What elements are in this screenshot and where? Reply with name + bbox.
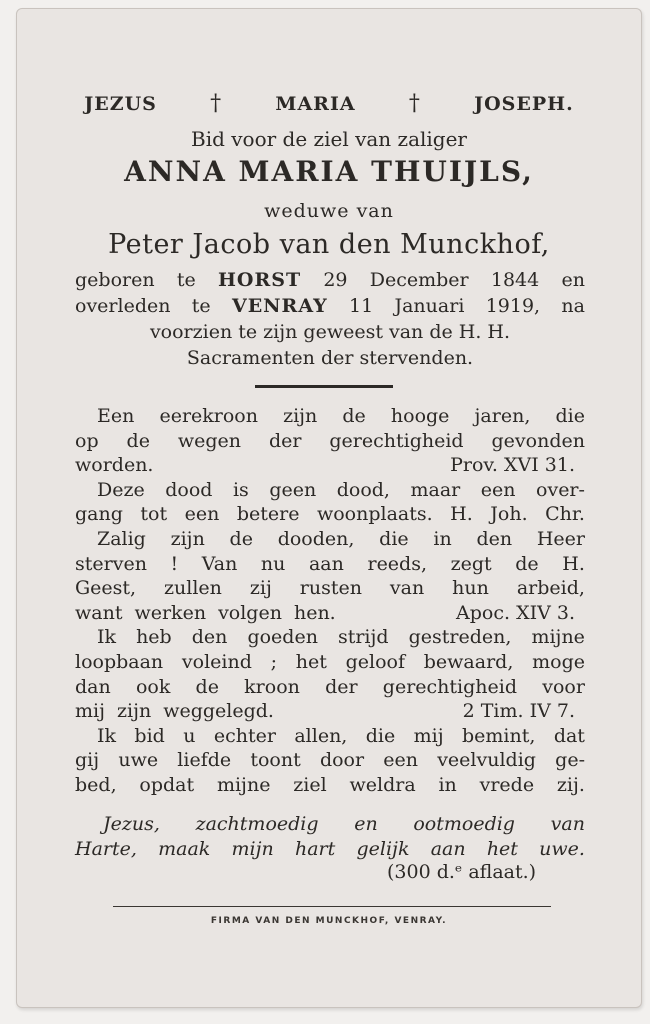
word: uwe [118, 749, 159, 772]
verse-line [75, 527, 585, 552]
word: zullen [164, 577, 222, 600]
verse-line [75, 404, 585, 429]
word: Heer [536, 527, 585, 550]
word: hooge [390, 405, 450, 427]
word: 11 [349, 295, 374, 317]
verse-line [75, 724, 585, 749]
bio-birth-line [75, 267, 585, 293]
word: geboren [75, 269, 155, 291]
word: nu [260, 552, 286, 575]
word: die [379, 527, 409, 550]
word: loopbaan [75, 650, 164, 673]
verse-line [75, 773, 585, 798]
word: aan [430, 838, 466, 860]
word: gerechtigheid [382, 675, 518, 698]
word: te [176, 269, 196, 291]
indulgence-note: (300 d.ᵉ aflaat.) [387, 861, 537, 883]
printer-credit: FIRMA VAN DEN MUNCKHOF, VENRAY. [210, 916, 448, 926]
verse-line [75, 625, 585, 650]
word: over- [536, 478, 585, 501]
verse-line [75, 453, 585, 478]
word: rusten [299, 577, 362, 600]
word: VENRAY [231, 295, 328, 317]
word: heb [136, 626, 172, 649]
word: vrede [479, 773, 535, 796]
word: der [268, 429, 302, 452]
verse-line [75, 601, 585, 626]
word: moge [532, 650, 585, 673]
word: bid [134, 724, 165, 747]
word: zij [249, 577, 272, 600]
word: H. [562, 552, 585, 575]
verse-line [75, 478, 585, 503]
verse-line [75, 699, 585, 724]
word: tot [140, 503, 168, 526]
prayer-line [75, 837, 585, 862]
word: Joh. [490, 503, 528, 526]
word: na [561, 295, 585, 317]
word: ziel [293, 773, 327, 796]
word: een [480, 478, 516, 501]
word: H. [450, 503, 473, 526]
word: overleden [75, 295, 171, 317]
word: weggelegd. [163, 700, 274, 723]
word: aan [308, 552, 344, 575]
word: allen, [294, 724, 348, 747]
closing-prayer [75, 812, 585, 862]
word: jaren, [474, 405, 531, 427]
cross-icon: † [408, 91, 421, 116]
word: het [295, 650, 327, 673]
word: volgen [218, 601, 282, 624]
scripture-reference: Prov. XVI 31. [450, 454, 575, 477]
word: zijn [170, 527, 205, 550]
verse-line [75, 675, 585, 700]
word: mijne [531, 626, 585, 649]
word: op [75, 429, 99, 452]
bio-death-line [75, 293, 585, 319]
word: ; [270, 650, 278, 673]
word: bewaard, [423, 650, 514, 673]
word: ook [135, 675, 171, 698]
invocation-header [17, 91, 641, 116]
pray-line: Bid voor de ziel van zaliger [191, 127, 467, 151]
word: Geest, [75, 577, 137, 600]
word: is [232, 478, 249, 501]
word: maak [158, 838, 211, 860]
word: de [342, 405, 366, 427]
word: van [389, 577, 425, 600]
word: sterven [75, 552, 147, 575]
word: de [229, 527, 253, 550]
word: mijne [216, 773, 271, 796]
word: HORST [217, 269, 302, 291]
scripture-reference: 2 Tim. IV 7. [462, 700, 575, 723]
word: Een [97, 405, 135, 427]
scripture-reference: Apoc. XIV 3. [456, 601, 575, 624]
word: dood [165, 478, 213, 501]
word: December [369, 269, 469, 291]
prayer-line [75, 812, 585, 837]
word: worden. [75, 454, 154, 477]
word: gestreden, [408, 626, 512, 649]
word: de [126, 429, 150, 452]
word: zijn [283, 405, 318, 427]
word: Van [201, 552, 238, 575]
word: toont [250, 749, 301, 772]
word: Ik [97, 724, 117, 747]
word: liefde [177, 749, 232, 772]
word: en [354, 813, 378, 835]
word: kroon [244, 675, 300, 698]
word: dan [75, 675, 111, 698]
invocation-joseph: JOSEPH. [474, 93, 574, 115]
word: mijn [231, 838, 274, 860]
word: veelvuldig [437, 749, 536, 772]
divider-rule [255, 385, 393, 388]
word: dood, [336, 478, 390, 501]
word: Jezus, [103, 813, 160, 835]
word: gang [75, 503, 123, 526]
word: voor [542, 675, 585, 698]
word: de [195, 675, 219, 698]
word: betere [236, 503, 300, 526]
word: die [555, 405, 585, 427]
word: geloof [345, 650, 406, 673]
word: dat [553, 724, 585, 747]
word: den [191, 626, 228, 649]
word: zijn [116, 700, 152, 723]
word: der [325, 675, 358, 698]
verse-line [75, 502, 585, 527]
word: zegt [450, 552, 492, 575]
word: een [383, 749, 418, 772]
word: werken [134, 601, 207, 624]
word: zij. [556, 773, 585, 796]
husband-name: Peter Jacob van den Munckhof, [108, 229, 550, 260]
word: bed, [75, 773, 117, 796]
word: door [319, 749, 365, 772]
word: die [365, 724, 396, 747]
word: hun [452, 577, 489, 600]
memorial-card [16, 8, 642, 1008]
word: echter [213, 724, 276, 747]
word: van [550, 813, 585, 835]
footer-rule [113, 906, 551, 907]
word: dooden, [277, 527, 355, 550]
word: Deze [97, 478, 145, 501]
word: woonplaats. [316, 503, 433, 526]
word: 1844 [490, 269, 540, 291]
word: te [191, 295, 211, 317]
cross-icon: † [210, 91, 223, 116]
word: zachtmoedig [195, 813, 319, 835]
word: het [486, 838, 518, 860]
invocation-maria: MARIA [275, 93, 356, 115]
word: een [184, 503, 220, 526]
word: gelijk [356, 838, 410, 860]
verse-line [75, 552, 585, 577]
verse-line [75, 748, 585, 773]
word: gij [75, 749, 100, 772]
word: gevonden [491, 429, 585, 452]
word: Harte, [75, 838, 137, 860]
widow-of-line: weduwe van [264, 200, 394, 222]
word: maar [410, 478, 461, 501]
word: Chr. [545, 503, 585, 526]
word: eerekroon [159, 405, 258, 427]
word: geen [269, 478, 317, 501]
word: gerechtigheid [329, 429, 464, 452]
verse-line [75, 429, 585, 454]
word: goeden [247, 626, 318, 649]
word: ! [170, 552, 179, 575]
word: want [75, 601, 123, 624]
word: uwe. [539, 838, 585, 860]
word: 29 [323, 269, 348, 291]
word: mij [413, 724, 444, 747]
word: bemint, [462, 724, 536, 747]
word: in [433, 527, 452, 550]
word: mij [75, 700, 105, 723]
bio-sacraments-line: voorzien te zijn geweest van de H. H. [149, 321, 511, 343]
word: arbeid, [516, 577, 585, 600]
invocation-jezus: JEZUS [84, 93, 157, 115]
word: ge- [555, 749, 585, 772]
bio-sacraments-line-2: Sacramenten der stervenden. [186, 347, 474, 369]
word: Januari [394, 295, 465, 317]
verse-line [75, 576, 585, 601]
word: strijd [337, 626, 389, 649]
word: hart [294, 838, 336, 860]
word: Ik [97, 626, 117, 649]
word: Zalig [97, 527, 146, 550]
word: 1919, [485, 295, 541, 317]
verse-line [75, 650, 585, 675]
deceased-name: ANNA MARIA THUIJLS, [124, 155, 534, 188]
word: wegen [177, 429, 242, 452]
word: in [438, 773, 457, 796]
word: reeds, [367, 552, 428, 575]
scripture-verses [75, 404, 585, 798]
word: u [183, 724, 196, 747]
word: en [561, 269, 585, 291]
word: ootmoedig [413, 813, 515, 835]
word: den [476, 527, 513, 550]
word: opdat [139, 773, 195, 796]
word: de [515, 552, 539, 575]
word: weldra [349, 773, 416, 796]
word: hen. [293, 601, 336, 624]
word: voleind [181, 650, 252, 673]
